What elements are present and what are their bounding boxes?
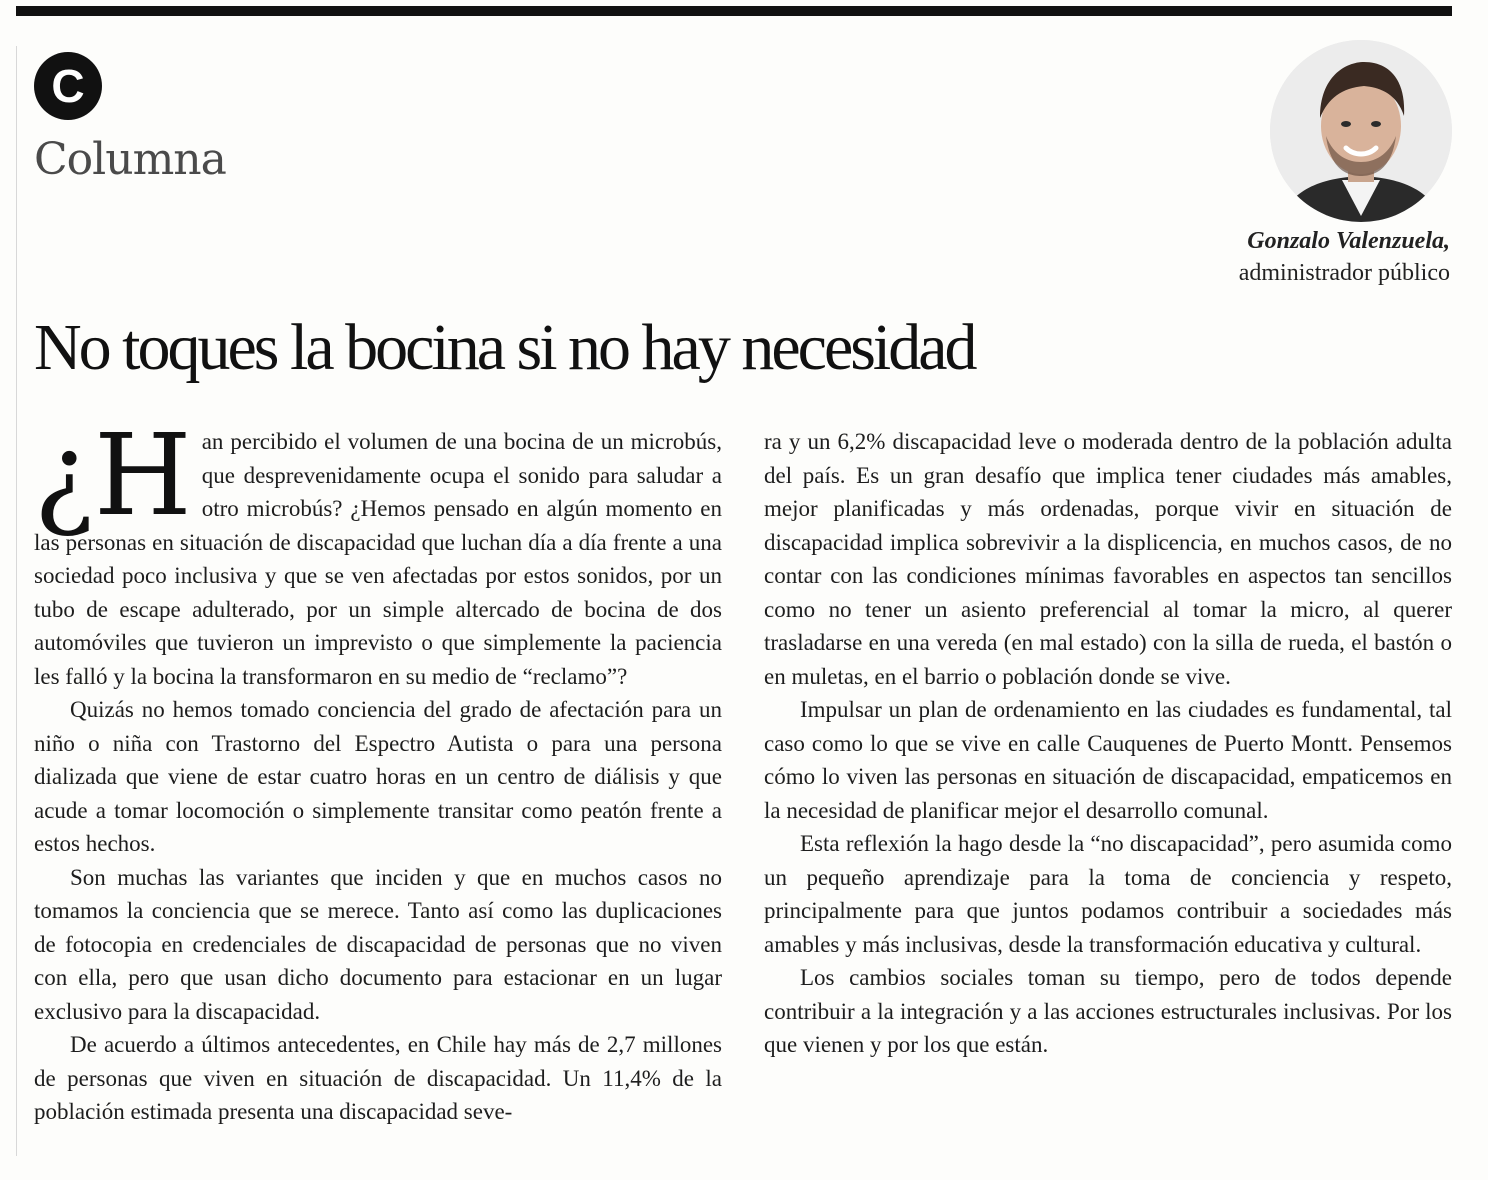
left-rule bbox=[16, 46, 17, 1156]
paragraph-6: Esta reflexión la hago desde la “no discapacidad”, pero asumida como un pequeño aprendizaje para la toma de conciencia y respeto, principalmente para que juntos podamos contribuir a sociedades más amables y más inclusivas, desde la transformación educativa y cultural. bbox=[764, 831, 1452, 957]
paragraph-4: De acuerdo a últimos antecedentes, en Chile hay más de 2,7 millones de personas que viven en situación de discapacidad. Un 11,4% de la población estimada presenta una discapacidad seve- bbox=[34, 1032, 722, 1124]
paragraph-3: Son muchas las variantes que inciden y que en muchos casos no tomamos la conciencia que se merece. Tanto así como las duplicaciones de fotocopia en credenciales de discapacidad de personas que no viven con ella, pero que usan dicho documento para estacionar en un lugar exclusivo para la discapacidad. bbox=[34, 864, 722, 1024]
paragraph-5: Impulsar un plan de ordenamiento en las ciudades es fundamental, tal caso como lo que se vive en calle Cauquenes de Puerto Montt. Pensemos cómo lo viven las personas en situación de discapacidad, empaticemos en la necesidad de planificar mejor el desarrollo comunal. bbox=[764, 697, 1452, 823]
paragraph-4-continued: ra y un 6,2% discapacidad leve o moderada dentro de la población adulta del país. Es un gran desafío que implica tener ciudades más amables, mejor planificadas y más ordenadas, porque vivir en situación de discapacidad implica sobrevivir a la displicencia, en muchos casos, de no contar con las condiciones mínimas favorables en aspectos tan sencillos como no tener un asiento preferencial al tomar la micro, al querer trasladarse en una vereda (en mal estado) con la silla de rueda, el bastón o en muletas, en el barrio o población donde se vive. bbox=[764, 429, 1452, 689]
paragraph-1 bbox=[34, 411, 722, 693]
headline: No toques la bocina si no hay necesidad bbox=[34, 311, 975, 384]
author-role: administrador público bbox=[1238, 260, 1450, 286]
paragraph-1-text: an percibido el volumen de una bocina de un microbús, que desprevenidamente ocupa el sonido para saludar a otro microbús? ¿Hemos pensado en algún momento en las personas en situación de discapacidad que luchan día a día frente a una sociedad poco inclusiva y que se ven afectadas por estos sonidos, por un tubo de escape adulterado, por un simple altercado de bocina de dos automóviles que tuvieron un imprevisto o que simplemente la paciencia les falló y la bocina la transformaron en su medio de “reclamo”? bbox=[34, 429, 722, 689]
column-left bbox=[34, 411, 722, 1129]
paragraph-2: Quizás no hemos tomado conciencia del grado de afectación para un niño o niña con Trastorno del Espectro Autista o para una persona dializada que viene de estar cuatro horas en un centro de diálisis y que acude a tomar locomoción o simplemente transitar como peatón frente a estos hechos. bbox=[34, 697, 722, 856]
section-label: Columna bbox=[34, 134, 226, 185]
top-rule bbox=[16, 6, 1452, 16]
paragraph-7: Los cambios sociales toman su tiempo, pero de todos depende contribuir a la integración y a las acciones estructurales inclusivas. Por los que vienen y por los que están. bbox=[764, 965, 1452, 1057]
drop-cap: ¿H bbox=[34, 411, 192, 541]
column-right bbox=[764, 425, 1452, 1062]
column-badge: C bbox=[34, 52, 102, 120]
author-name: Gonzalo Valenzuela, bbox=[1247, 228, 1450, 254]
author-portrait-icon bbox=[1270, 40, 1452, 222]
author-photo bbox=[1270, 40, 1452, 222]
